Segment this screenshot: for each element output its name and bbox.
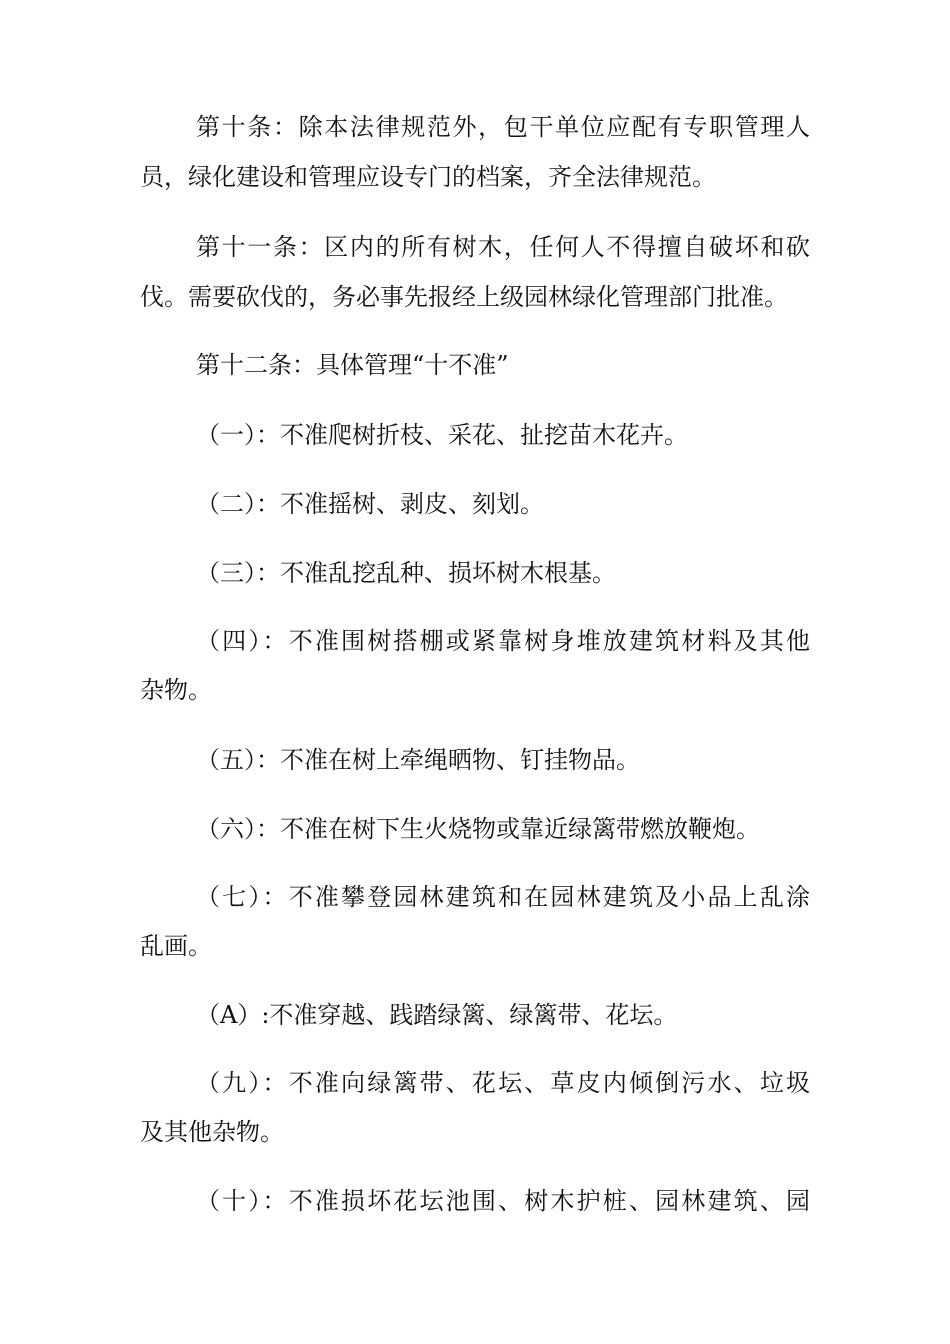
- rule-8: （A）:不准穿越、践踏绿篱、绿篱带、花坛。: [196, 1001, 678, 1029]
- rule-4-line-2: 杂物。: [140, 676, 212, 704]
- rule-4-line-1: （四）：不准围树搭棚或紧靠树身堆放建筑材料及其他: [196, 627, 810, 655]
- rule-7-line-2: 乱画。: [140, 932, 212, 960]
- rule-3: （三）：不准乱挖乱种、损坏树木根基。: [196, 559, 616, 587]
- article-10-line-1: 第十条：除本法律规范外，包干单位应配有专职管理人: [196, 113, 810, 141]
- rule-7-line-1: （七）：不准攀登园林建筑和在园林建筑及小品上乱涂: [196, 883, 810, 911]
- rule-10-line-1: （十）：不准损坏花坛池围、树木护桩、园林建筑、园: [196, 1187, 810, 1215]
- article-10-line-2: 员，绿化建设和管理应设专门的档案，齐全法律规范。: [140, 163, 716, 191]
- rule-2: （二）：不准摇树、剥皮、刻划。: [196, 490, 544, 518]
- article-12-heading: 第十二条：具体管理“十不准”: [196, 351, 509, 379]
- rule-1: （一）：不准爬树折枝、采花、扯挖苗木花卉。: [196, 421, 688, 449]
- rule-5: （五）：不准在树上牵绳晒物、钉挂物品。: [196, 746, 640, 774]
- article-11-line-2: 伐。需要砍伐的，务必事先报经上级园林绿化管理部门批准。: [140, 283, 788, 311]
- rule-6: （六）：不准在树下生火烧物或靠近绿篱带燃放鞭炮。: [196, 815, 760, 843]
- rule-9-line-2: 及其他杂物。: [140, 1118, 284, 1146]
- article-11-line-1: 第十一条：区内的所有树木，任何人不得擅自破坏和砍: [196, 233, 810, 261]
- rule-9-line-1: （九）：不准向绿篱带、花坛、草皮内倾倒污水、垃圾: [196, 1069, 810, 1097]
